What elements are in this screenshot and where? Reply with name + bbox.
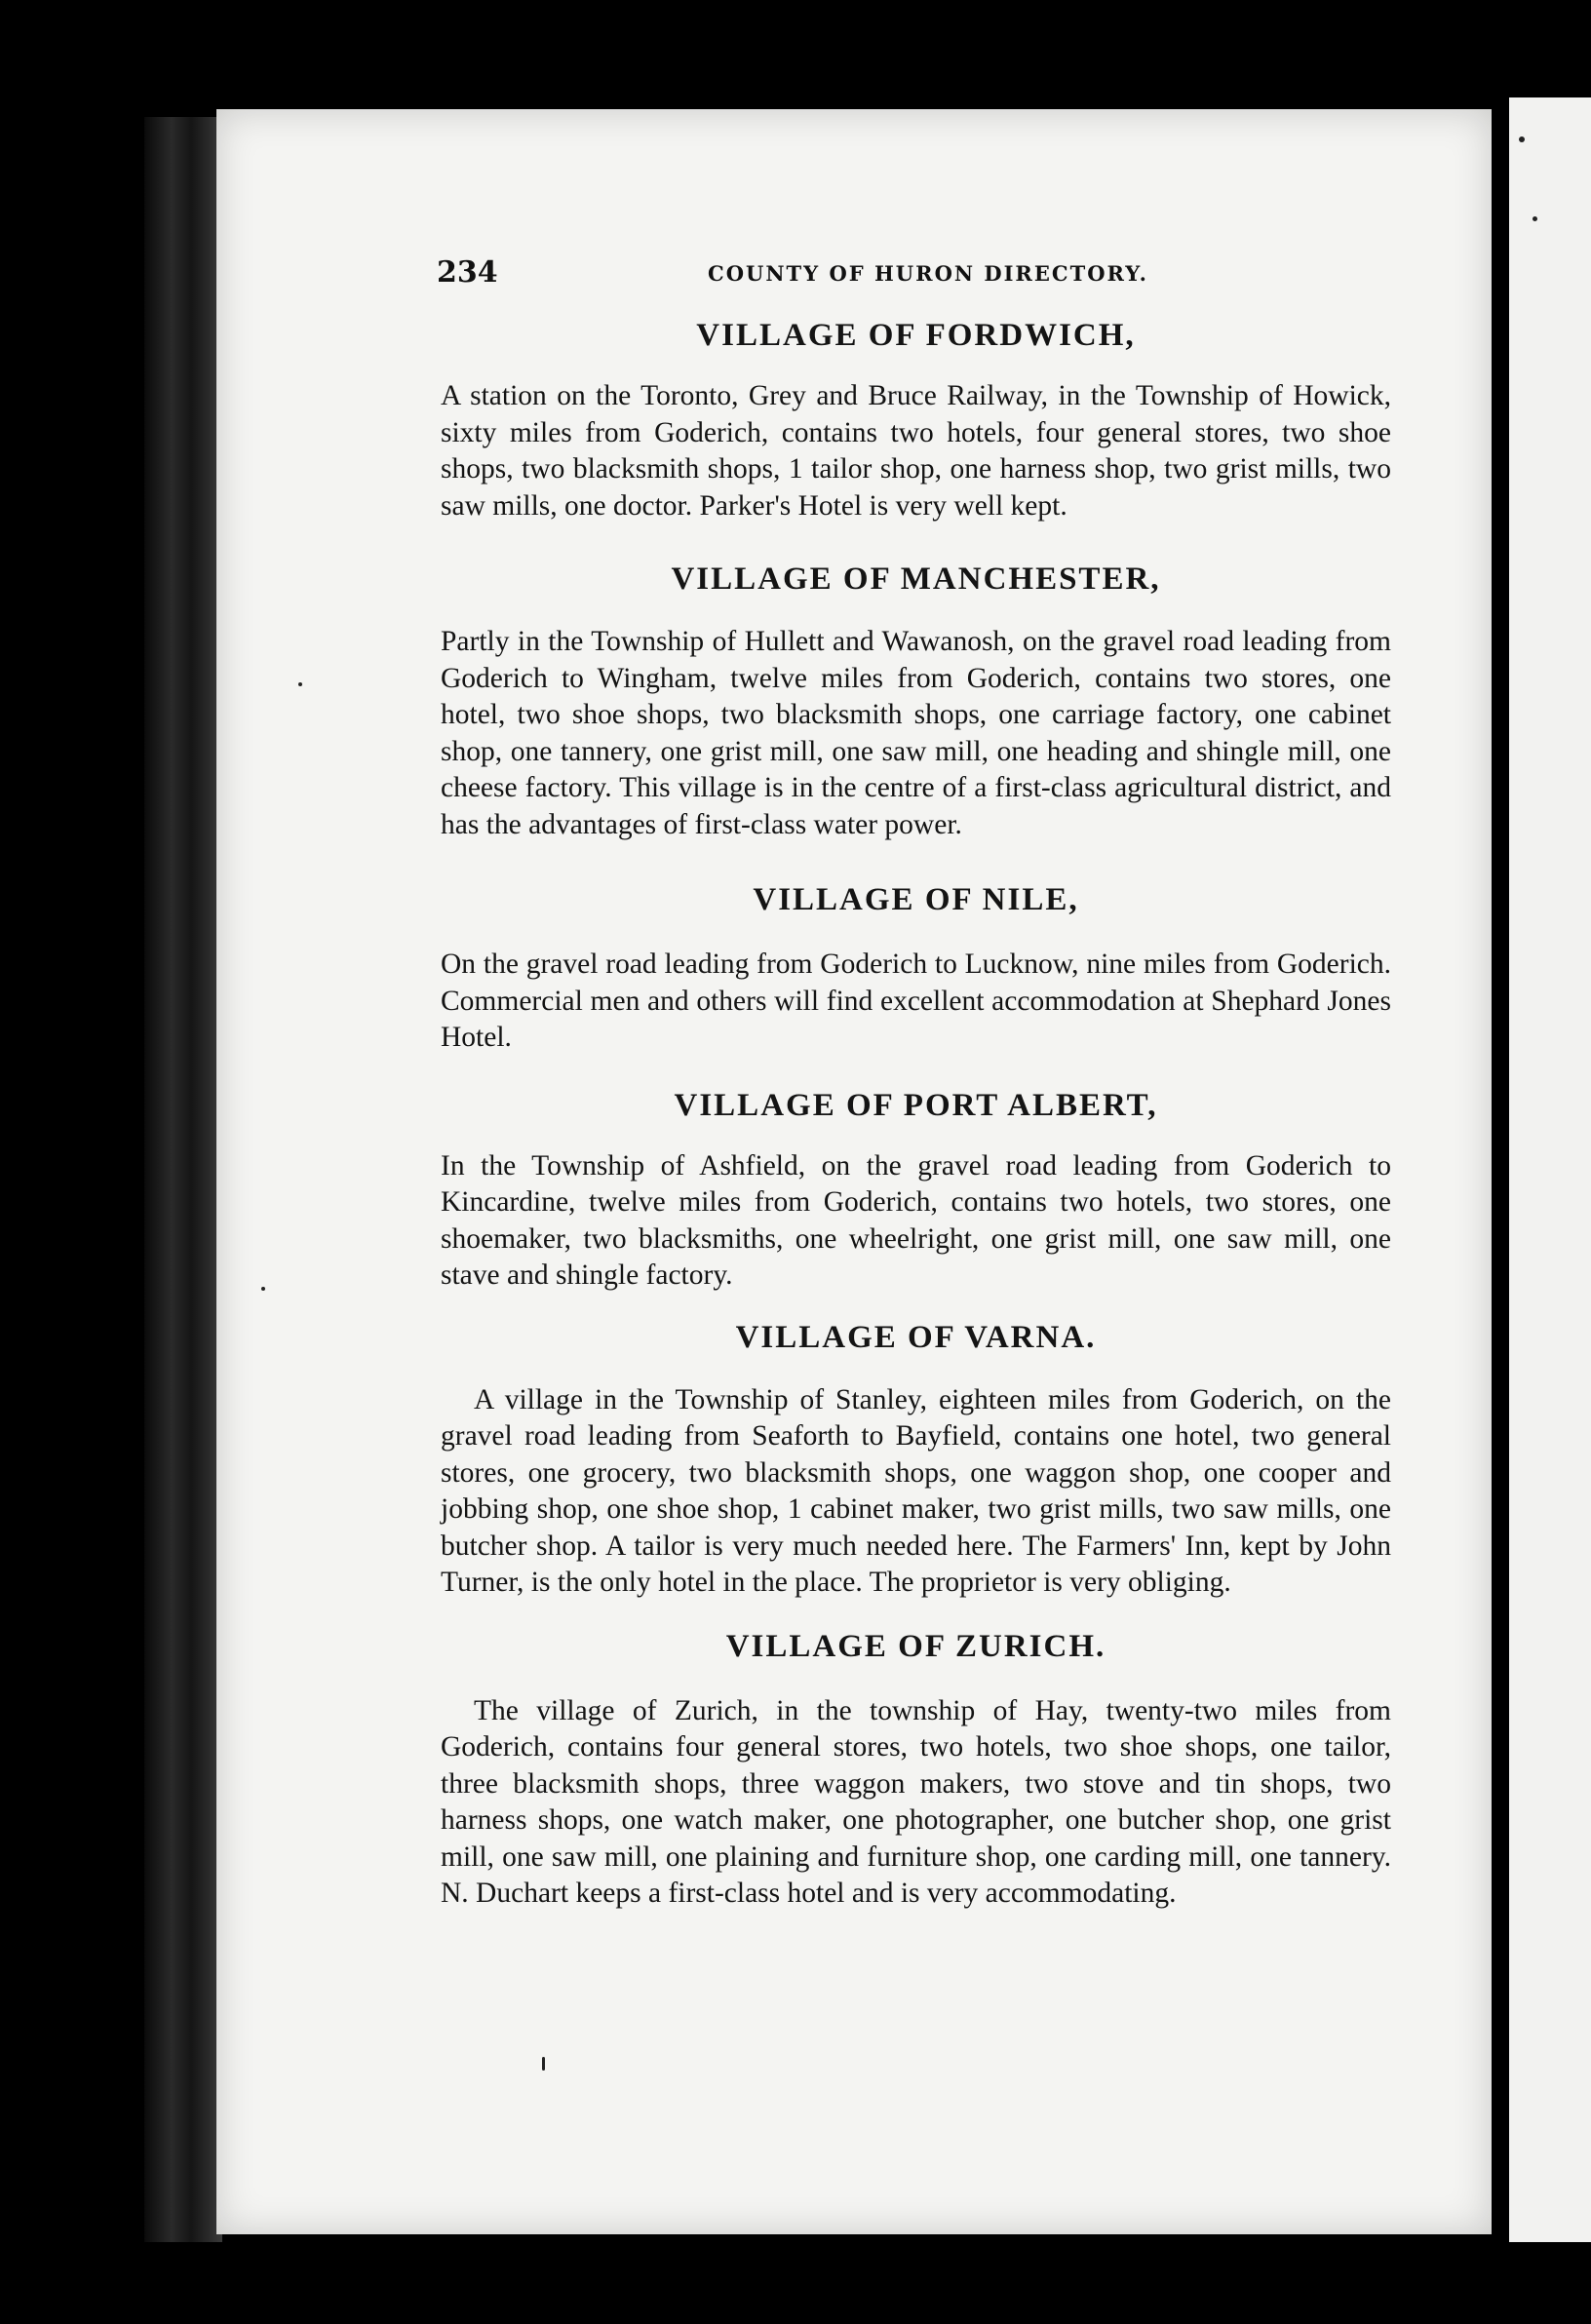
section-varna [441,1316,1391,1602]
scan-speck [1533,216,1537,221]
running-header [437,255,1236,294]
section-body: The village of Zurich, in the township of Hay, twenty-two miles from Goderich, contains four general stores, two hotels, two shoe shops, one tailor, three blacksmith shops, three waggon makers, two stove and tin shops, two harness shops, one watch maker, one photographer, one butcher shop, one grist mill, one saw mill, one plaining and furniture shop, one carding mill, one tannery. N. Duchart keeps a first-class hotel and is very accommodating. [441,1694,1391,1909]
section-body: In the Township of Ashfield, on the gravel road leading from Goderich to Kincardine, twelve miles from Goderich, contains two hotels, two stores, one shoemaker, two blacksmiths, one wheelright, one grist mill, one saw mill, one stave and shingle factory. [441,1149,1391,1291]
section-zurich [441,1625,1391,1913]
section-heading: VILLAGE OF PORT ALBERT, [674,1087,1158,1123]
section-fordwich [441,314,1391,524]
section-body: On the gravel road leading from Goderich to Lucknow, nine miles from Goderich. Commercial men and others will find excellent accommodation at Shephard Jones Hotel. [441,949,1391,1053]
facing-page-edge [1509,97,1591,2242]
running-title: COUNTY OF HURON DIRECTORY. [708,261,1148,286]
section-body: A station on the Toronto, Grey and Bruce Railway, in the Township of Howick, sixty miles from Goderich, contains two hotels, four general stores, two shoe shops, two blacksmith shops, 1 tailor shop, one harness shop, two grist mills, two saw mills, one doctor. Parker's Hotel is very well kept. [441,380,1391,522]
scan-speck [298,682,302,686]
section-port-albert [441,1084,1391,1295]
page-gutter [1492,97,1509,2242]
section-heading: VILLAGE OF MANCHESTER, [671,562,1161,597]
scan-speck [1519,136,1525,142]
section-body: Partly in the Township of Hullett and Wawanosh, on the gravel road leading from Goderich to Wingham, twelve miles from Goderich, contains two stores, one hotel, two shoe shops, two blacksmith shops, one carriage factory, one cabinet shop, one tannery, one grist mill, one saw mill, one heading and shingle mill, one cheese factory. This village is in the centre of a first-class agricultural district, and has the advantages of first-class water power. [441,626,1391,840]
page-number: 234 [437,255,498,290]
page-content [441,314,1391,1913]
section-heading: VILLAGE OF NILE, [753,882,1079,917]
section-heading: VILLAGE OF VARNA. [735,1319,1097,1355]
section-manchester [441,558,1391,843]
section-heading: VILLAGE OF ZURICH. [725,1628,1106,1664]
section-body: A village in the Township of Stanley, eighteen miles from Goderich, on the gravel road leading from Seaforth to Bayfield, contains one hotel, two general stores, one grocery, two blacksmith shops, one waggon shop, one cooper and jobbing shop, one shoe shop, 1 cabinet maker, two grist mills, two saw mills, one butcher shop. A tailor is very much needed here. The Farmers' Inn, kept by John Turner, is the only hotel in the place. The proprietor is very obliging. [441,1383,1391,1598]
scan-speck [542,2057,545,2071]
section-heading: VILLAGE OF FORDWICH, [696,318,1136,353]
scan-speck [261,1287,265,1291]
section-nile [441,878,1391,1057]
book-spine-edge [144,117,222,2242]
